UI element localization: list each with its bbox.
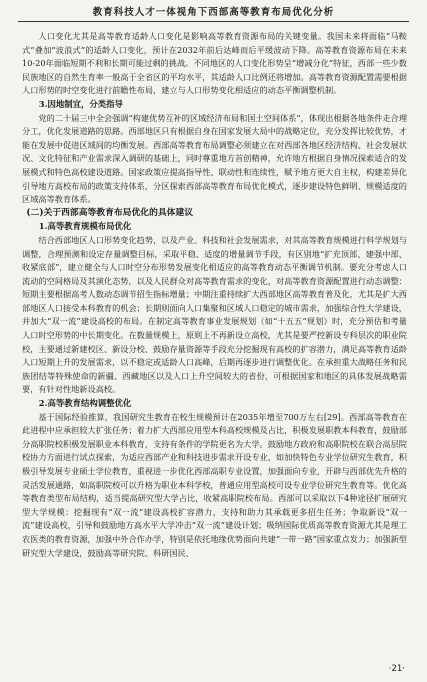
paragraph-scale-layout: 结合西部地区人口形势变化趋势，以及产业、科技和社会发展需求，对其高等教育规模进行科学规划与调整，合理预测和设定存量调整目标，采取平稳、适度的增量调节手段，有区别地“扩充顶部、建强中部、收紧底部”，建立健全与人口时空分布形势发展变化相适应的高等教育动态平衡调节机制。要充分考虑人口流动的空间格局及其演化态势，以及人民群众对高等教育需求的变化，对高等教育资源配置进行动态调整：短期主要根据高考人数动态调节招生指标增量；中期注重持续扩大西部地区高等教育普及化，尤其是扩大西部地区人口接受本科教育的机会；长期则面向人口集聚和区域人口稳定的城市需求，加强综合性大学建设，并加大“双一流”建设高校的布局。在制定高等教育事业发展规划（如“十五五”规划）时，充分预估和考量人口时空形势的中长期变化。在数量规模上，原则上不再新设立高校，尤其是要严控新设专科层次的职业院校，主要通过新建校区、新设分校、鼓励存量资源等手段充分挖掘现有高校的扩容潜力，满足高等教育适龄人口短期上升的发展需求，以不稳定或适龄人口高峰，后期再逐步进行调整优化。在承担重大战略任务和民族团结等特殊使命的新疆、西藏地区以及人口上升空间较大的省份，可根据国家和地区的具体发展战略需要，有针对性地新设高校。 xyxy=(22,234,407,395)
subheading-adapt-locally: 3.因地制宜，分类指导 xyxy=(38,98,123,109)
subheading-structure-adjustment: 2.高等教育结构调整优化 xyxy=(38,398,132,409)
section-heading-recommendations: (二)关于西部高等教育布局优化的具体建议 xyxy=(26,207,194,218)
header-rule xyxy=(18,21,409,22)
subheading-scale-layout: 1.高等教育规模布局优化 xyxy=(38,221,132,232)
article-body xyxy=(22,30,407,560)
page-number: ·21· xyxy=(388,664,405,674)
paragraph-adapt-locally: 党的二十届三中全会强调“构建优势互补的区域经济布局和国土空间体系”，体现出根据各地条件走合理分工，优化发展道路的思路。西部地区只有根据自身在国家发展大局中的战略定位，充分发挥比较优势，才能在发展中促进区域间的均衡发展。西部高等教育布局调整必须建立在对西部各地区经济结构、社会发展状况、文化特征和产业需求深入调研的基础上，同时尊重地方首创精神，允许地方根据自身情况探索适合的发展模式和特色高校建设道路。国家政策应提高指导性、联动性和连续性，赋予地方更大自主权，构建差异化引导地方高校布局的政策支持体系，分区探索西部高等教育布局优化模式，逐步建设特色鲜明、规模适度的区域高等教育体系。 xyxy=(22,112,408,205)
running-header: 教育科技人才一体视角下西部高等教育布局优化分析 xyxy=(92,7,335,18)
paragraph-structure-adjustment: 基于国际经验推算，我国研究生教育在校生规模预计在2035年增至700万左右[29]。西部高等教育在此进程中应承担较大扩张任务；着力扩大西部应用型本科高校规模及占比，积极发展职教本科教育，鼓励部分高职院校积极发展职业本科教育，支持有条件的学院更名为大学。鼓励地方政府和高职院校在联合高层院校协力方面进行试点探索，为适应西部产业和科技进步需求开设专业，如加快特色专业学位研究生教育，积极引导发展专业硕士学位教育，重视进一步优化西部高职专业设置，加强面向专业，开辟与西部优先升格的灵活发展通路，如高职院校可以升格为职业本科学校，普通应用型高校可设专业学位研究生教育等。优化高等教育类型布局结构，适当提高研究型大学占比，收紧高职院校布局。西部可以采取以下4种途径扩展研究型大学规模：挖掘现有“双一流”建设高校扩容潜力，支持和助力其承载更多招生任务；争取新设“双一流”建设高校，引导和鼓励地方高水平大学冲击“双一流”建设计划；吸纳国际优质高等教育资源尤其是理工农医类的教育资源，加强中外合作办学，特别是依托地缘优势面向共建“一带一路”国家重点发力；加强新型研究型大学建设，鼓励高等研究院、科研国民、 xyxy=(22,411,407,558)
paragraph-population-trend: 人口变化尤其是高等教育适龄人口变化是影响高等教育资源布局的关键变量。我国未来将面临“马鞍式”叠加“波浪式”的适龄人口变化，预计在2032年前后达峰而后平缓波动下降。高等教育资源布局在未来10-20年面临短期不利和长期可能过剩的挑战。不同地区的人口变化形势呈“增减分化”特征，西部一些少数民族地区的自然生育率一般高于全省区的平均水平，其适龄人口比例还将增加。高等教育资源配置需要根据人口形势的时空变化进行前瞻性布局，建立与人口形势变化相适应的动态平衡调整机制。 xyxy=(22,31,407,96)
